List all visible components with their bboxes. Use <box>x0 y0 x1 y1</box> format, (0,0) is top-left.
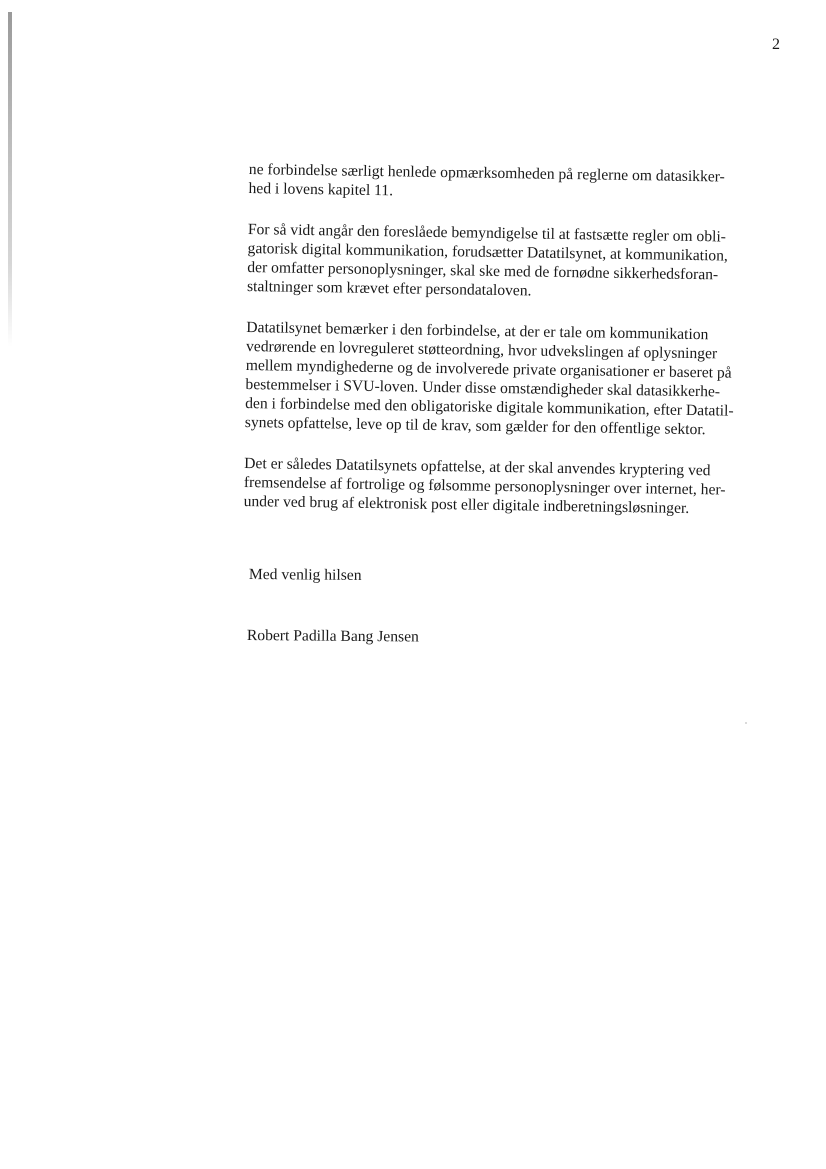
text-line: For så vidt angår den foreslåede bemyndigelse til at fastsætte regler om obli- <box>247 220 727 246</box>
paragraph-4 <box>243 454 774 519</box>
text-line: synets opfattelse, leve op til de krav, som gælder for den offentlige sektor. <box>244 413 706 439</box>
page-number: 2 <box>772 36 780 53</box>
text-line: den i forbindelse med den obligatoriske digitale kommunikation, efter Datatil- <box>245 394 734 420</box>
paragraph-1 <box>248 160 779 206</box>
text-line: fremsendelse af fortrolige og følsomme personoplysninger over internet, her- <box>243 473 726 499</box>
paragraph-3 <box>245 318 777 440</box>
paragraph-2 <box>247 220 778 304</box>
text-line: der omfatter personoplysninger, skal ske med de fornødne sikkerhedsforan- <box>247 258 719 284</box>
text-line: hed i lovens kapitel 11. <box>248 179 394 200</box>
letter-body <box>243 160 779 541</box>
text-line: bestemmelser i SVU-loven. Under disse omstændigheder skal datasikkerhe- <box>245 375 721 401</box>
text-line: under ved brug af elektronisk post eller digitale indberetningsløsninger. <box>243 492 690 517</box>
text-line: vedrørende en lovreguleret støtteordning, hvor udvekslingen af oplysninger <box>245 337 718 363</box>
closing-greeting: Med venlig hilsen <box>248 566 362 584</box>
text-line: Det er således Datatilsynets opfattelse, at der skal anvendes kryptering ved <box>244 454 711 480</box>
text-line: gatorisk digital kommunikation, forudsætter Datatilsynet, at kommunikation, <box>247 239 728 265</box>
signature-name: Robert Padilla Bang Jensen <box>246 627 419 646</box>
text-line: ne forbindelse særligt henlede opmærksomheden på reglerne om datasikker- <box>248 160 725 186</box>
scan-edge-shadow <box>8 12 12 347</box>
text-line: Datatilsynet bemærker i den forbindelse, at der er tale om kommunikation <box>246 318 709 344</box>
scan-speck <box>745 722 747 724</box>
text-line: mellem myndighederne og de involverede private organisationer er baseret på <box>245 356 732 382</box>
text-line: staltninger som krævet efter persondataloven. <box>246 277 532 300</box>
